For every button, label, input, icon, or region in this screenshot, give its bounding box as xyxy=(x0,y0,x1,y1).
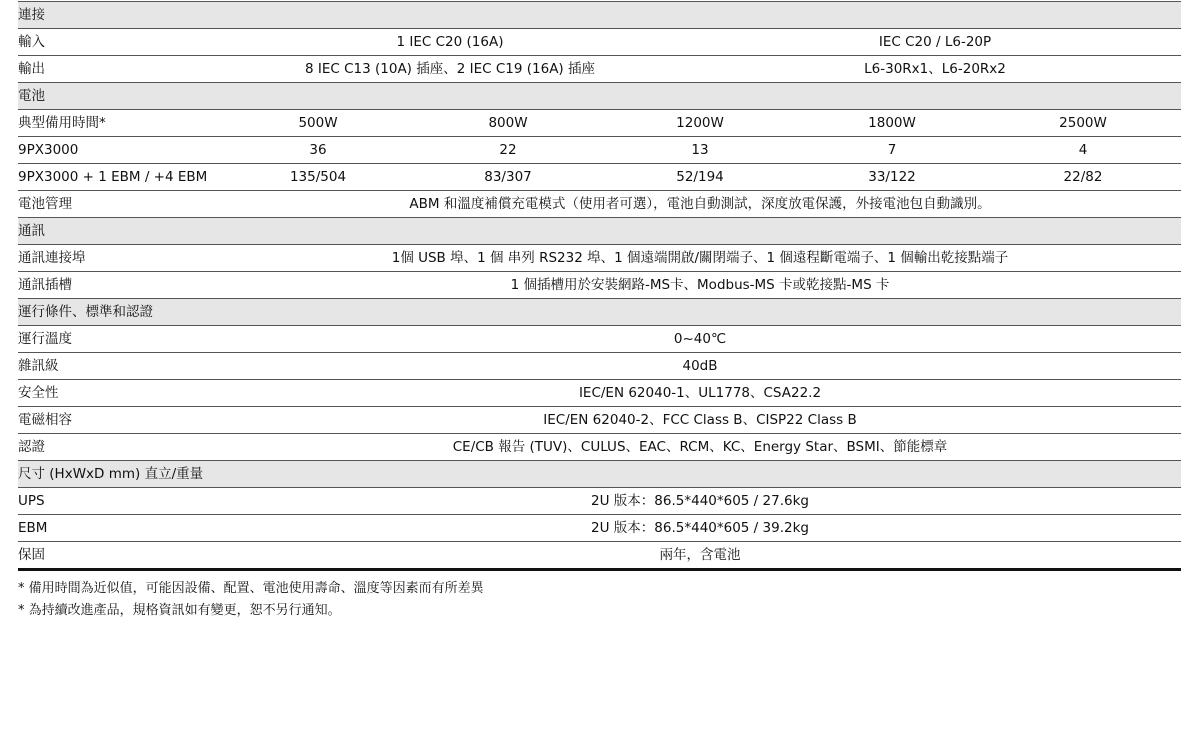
load-500w: 500W xyxy=(298,115,338,131)
row-battery-management xyxy=(18,191,1181,218)
section-title: 運行條件、標準和認證 xyxy=(18,304,153,320)
row-value: ABM 和溫度補償充電模式（使用者可選），電池自動測試，深度放電保護，外接電池包自動識別。 xyxy=(409,196,991,212)
row-ebm-dimensions xyxy=(18,515,1181,542)
row-value: 0~40℃ xyxy=(673,331,727,347)
runtime-cell: 36 xyxy=(309,142,327,158)
row-input xyxy=(18,29,1181,56)
row-label: 電磁相容 xyxy=(18,412,72,428)
row-label: 9PX3000 xyxy=(18,142,79,158)
row-label: 輸入 xyxy=(18,34,45,50)
runtime-cell: 22 xyxy=(499,142,517,158)
row-label: 運行溫度 xyxy=(18,331,72,347)
runtime-cell: 4 xyxy=(1078,142,1088,158)
load-1800w: 1800W xyxy=(868,115,916,131)
input-value-intl: 1 IEC C20 (16A) xyxy=(396,34,504,50)
row-runtime-header xyxy=(18,110,1181,137)
runtime-cell: 33/122 xyxy=(868,169,916,185)
runtime-cell: 22/82 xyxy=(1063,169,1103,185)
row-value: 40dB xyxy=(682,358,718,374)
input-value-us: IEC C20 / L6-20P xyxy=(878,34,992,50)
section-communications xyxy=(18,218,1181,245)
row-label: 通訊插槽 xyxy=(18,277,72,293)
row-label: EBM xyxy=(18,520,48,536)
section-dimensions-weight xyxy=(18,461,1181,488)
row-value: IEC/EN 62040-1、UL1778、CSA22.2 xyxy=(578,385,822,401)
row-value: 2U 版本：86.5*440*605 / 39.2kg xyxy=(591,520,809,536)
row-value: 1 個插槽用於安裝網路-MS卡、Modbus-MS 卡或乾接點-MS 卡 xyxy=(510,277,890,293)
row-runtime-9px3000 xyxy=(18,137,1181,164)
row-label: 9PX3000 + 1 EBM / +4 EBM xyxy=(18,169,208,185)
runtime-cell: 83/307 xyxy=(484,169,532,185)
footnote-runtime: * 備用時間為近似值，可能因設備、配置、電池使用壽命、溫度等因素而有所差異 xyxy=(18,581,484,596)
row-warranty xyxy=(18,542,1181,571)
row-comm-ports xyxy=(18,245,1181,272)
row-label: 電池管理 xyxy=(18,196,72,212)
section-title: 連接 xyxy=(18,7,45,23)
row-label: 通訊連接埠 xyxy=(18,250,86,266)
spec-table xyxy=(18,1,1181,571)
row-comm-slot xyxy=(18,272,1181,299)
row-output xyxy=(18,56,1181,83)
row-noise-level xyxy=(18,353,1181,380)
row-safety xyxy=(18,380,1181,407)
row-label: 雜訊級 xyxy=(18,358,59,374)
row-label: 典型備用時間* xyxy=(18,115,106,131)
section-environment-standards xyxy=(18,299,1181,326)
output-value-intl: 8 IEC C13 (10A) 插座、2 IEC C19 (16A) 插座 xyxy=(305,61,595,77)
row-ups-dimensions xyxy=(18,488,1181,515)
section-title: 尺寸 (HxWxD mm) 直立/重量 xyxy=(18,466,204,482)
section-battery xyxy=(18,83,1181,110)
row-label: 認證 xyxy=(18,439,45,455)
section-title: 通訊 xyxy=(18,223,45,239)
row-certifications xyxy=(18,434,1181,461)
row-label: 安全性 xyxy=(18,385,59,401)
runtime-cell: 52/194 xyxy=(676,169,724,185)
load-2500w: 2500W xyxy=(1059,115,1107,131)
row-runtime-ebm xyxy=(18,164,1181,191)
footnotes xyxy=(18,578,484,622)
output-value-us: L6-30Rx1、L6-20Rx2 xyxy=(864,61,1006,77)
load-800w: 800W xyxy=(488,115,528,131)
runtime-cell: 7 xyxy=(887,142,897,158)
row-label: 保固 xyxy=(18,547,45,563)
row-emc xyxy=(18,407,1181,434)
row-value: CE/CB 報告 (TUV)、CULUS、EAC、RCM、KC、Energy Star、BSMI、節能標章 xyxy=(452,439,948,455)
row-label: 輸出 xyxy=(18,61,45,77)
row-operating-temperature xyxy=(18,326,1181,353)
row-value: 2U 版本：86.5*440*605 / 27.6kg xyxy=(591,493,809,509)
runtime-cell: 13 xyxy=(691,142,709,158)
load-1200w: 1200W xyxy=(676,115,724,131)
row-value: 1個 USB 埠、1 個 串列 RS232 埠、1 個遠端開啟/關閉端子、1 個遠程斷電端子、1 個輸出乾接點端子 xyxy=(391,250,1009,266)
row-value: IEC/EN 62040-2、FCC Class B、CISP22 Class B xyxy=(543,412,857,428)
row-label: UPS xyxy=(18,493,45,509)
section-title: 電池 xyxy=(18,88,45,104)
footnote-spec-change: * 為持續改進產品，規格資訊如有變更，恕不另行通知。 xyxy=(18,603,341,618)
row-value: 兩年，含電池 xyxy=(659,547,741,563)
runtime-cell: 135/504 xyxy=(289,169,347,185)
section-connection xyxy=(18,2,1181,29)
